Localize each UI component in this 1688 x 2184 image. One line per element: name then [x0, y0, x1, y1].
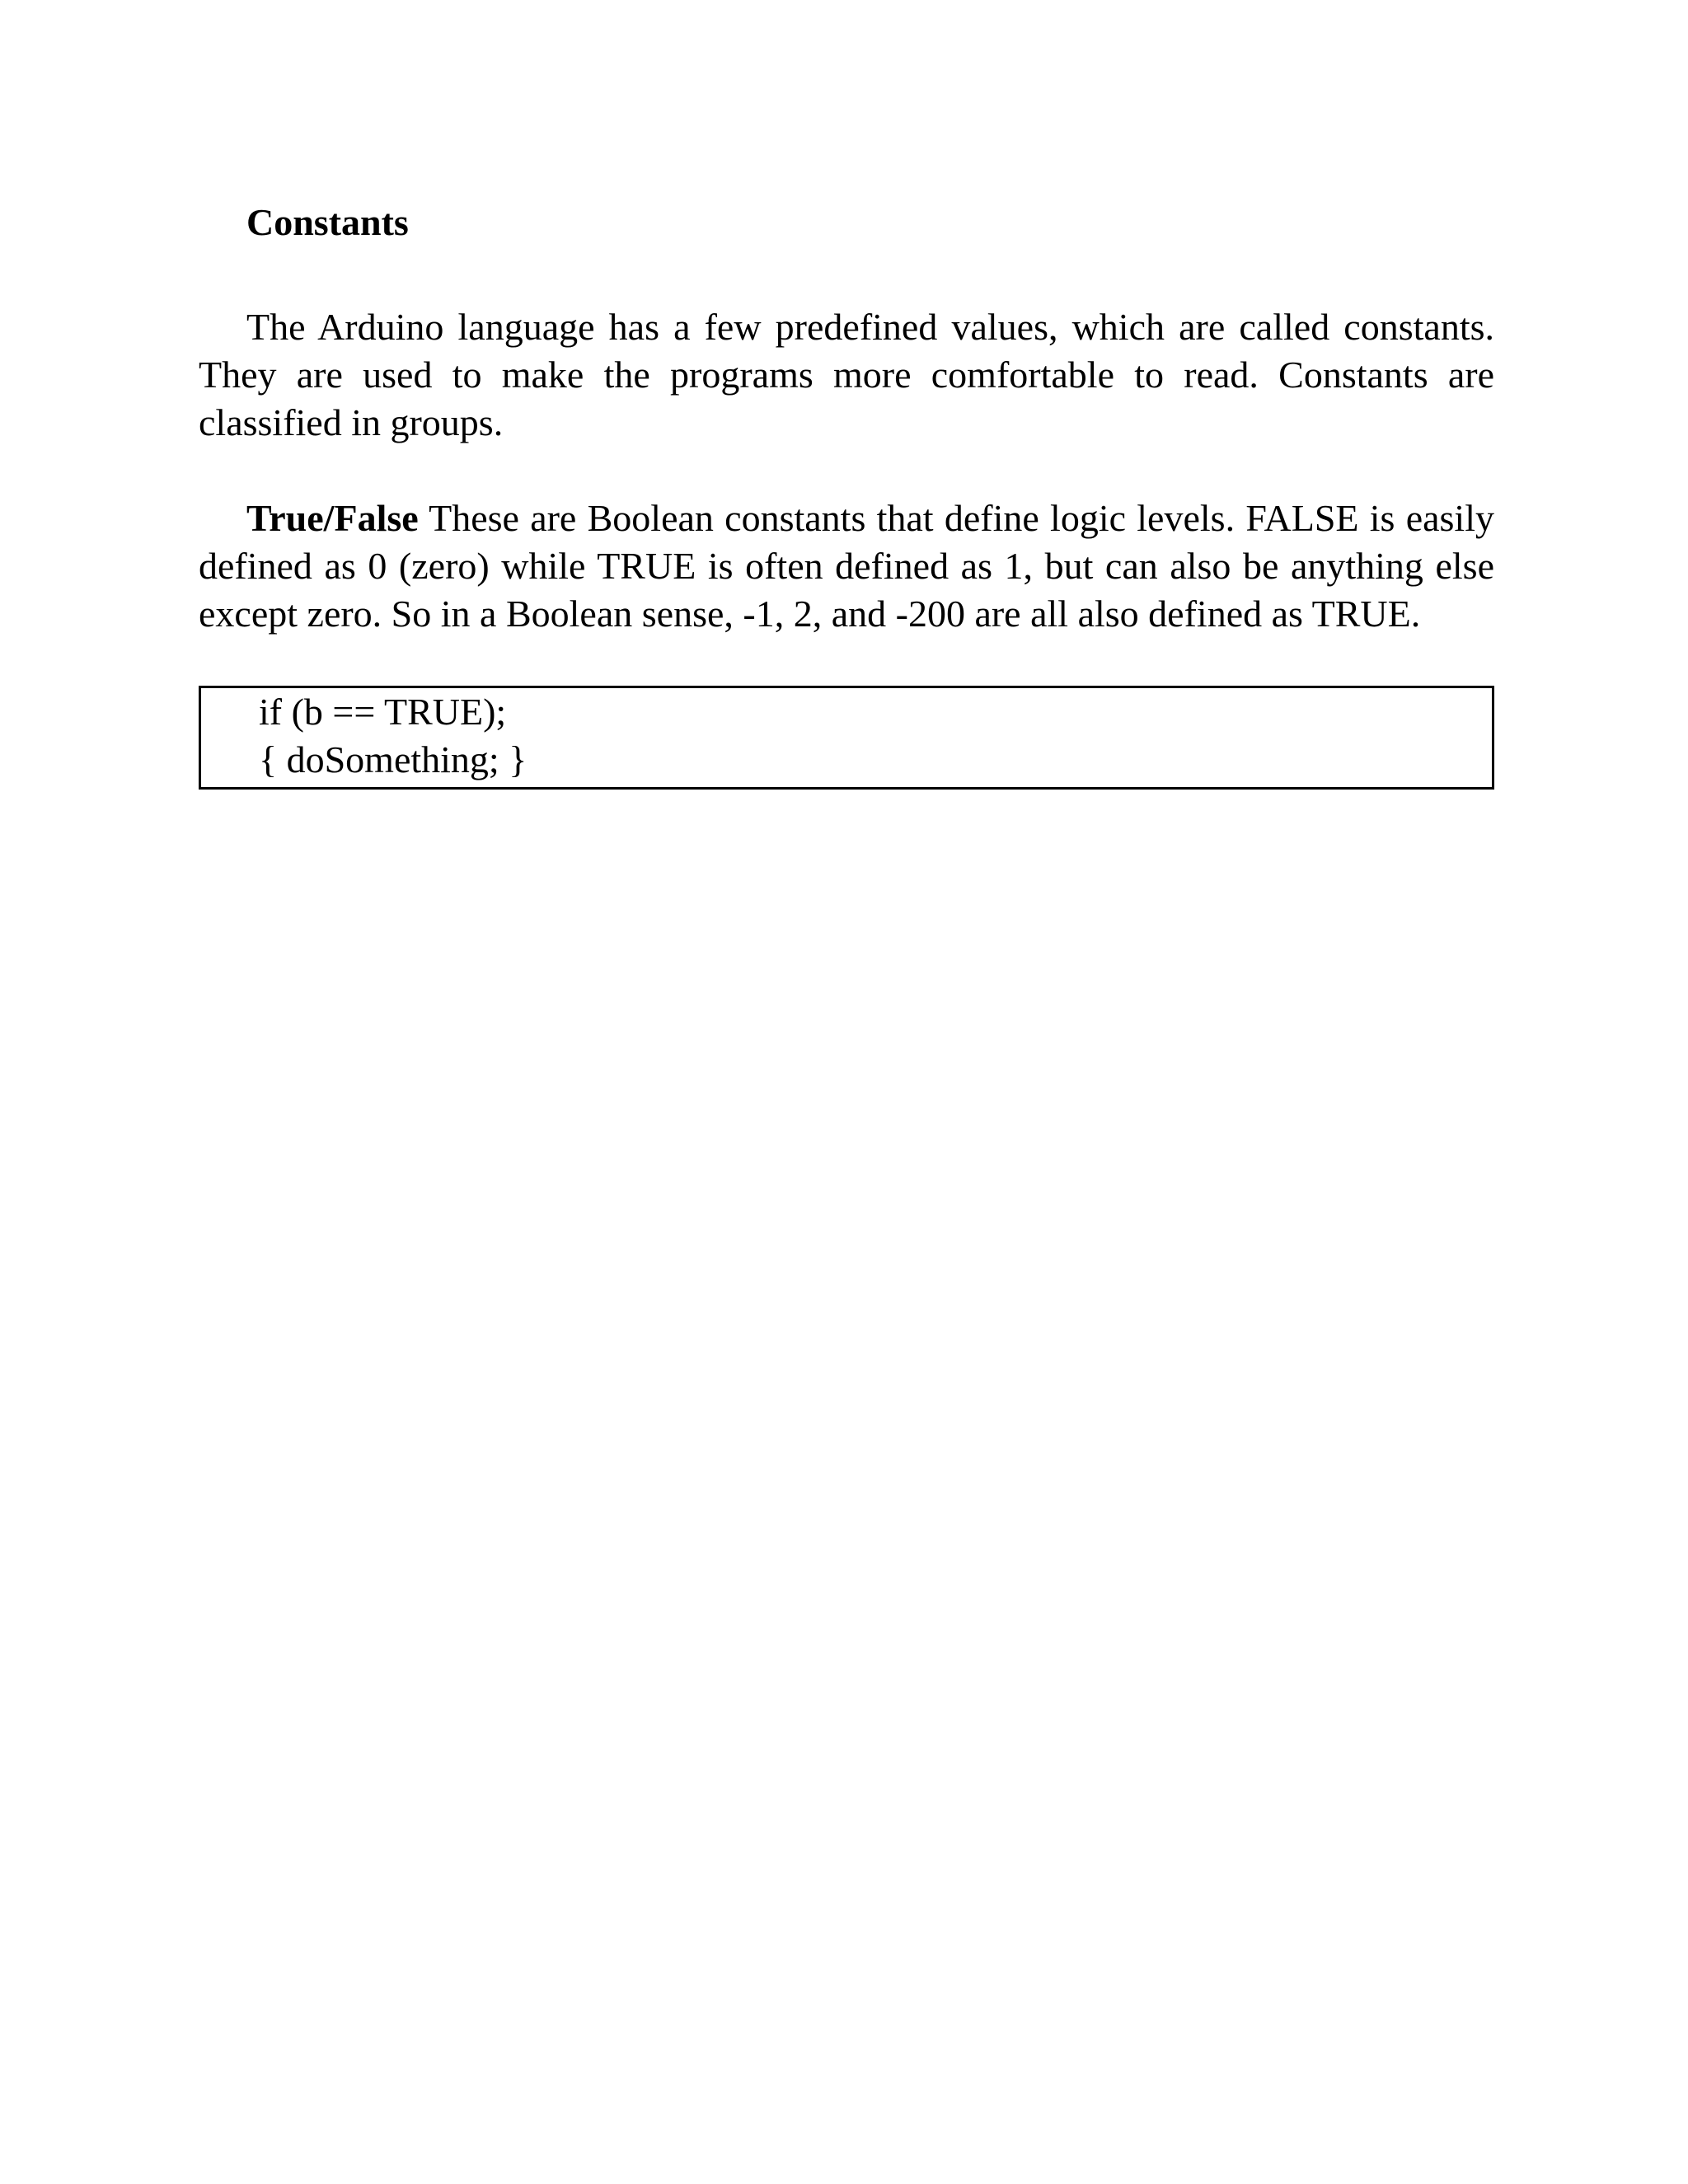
section-heading: Constants: [246, 201, 409, 243]
true-false-description: These are Boolean constants that define logic levels. FALSE is easily defined as 0 (zero) while TRUE is often defined as 1, but can also be anything else except zero. So in a Boolean sense, -1, 2, and -200 are all also defined as TRUE.: [199, 497, 1494, 635]
code-line: if (b == TRUE);: [259, 691, 507, 733]
intro-paragraph: [199, 303, 1494, 447]
true-false-term: True/False: [246, 497, 419, 539]
code-example-box: [199, 686, 1494, 790]
intro-paragraph-text: The Arduino language has a few predefined values, which are called constants. They are used to make the programs more comfortable to read. Constants are classified in groups.: [199, 306, 1494, 443]
document-content: [199, 190, 1494, 790]
code-line: { doSomething; }: [259, 738, 528, 780]
true-false-paragraph: [199, 494, 1494, 638]
